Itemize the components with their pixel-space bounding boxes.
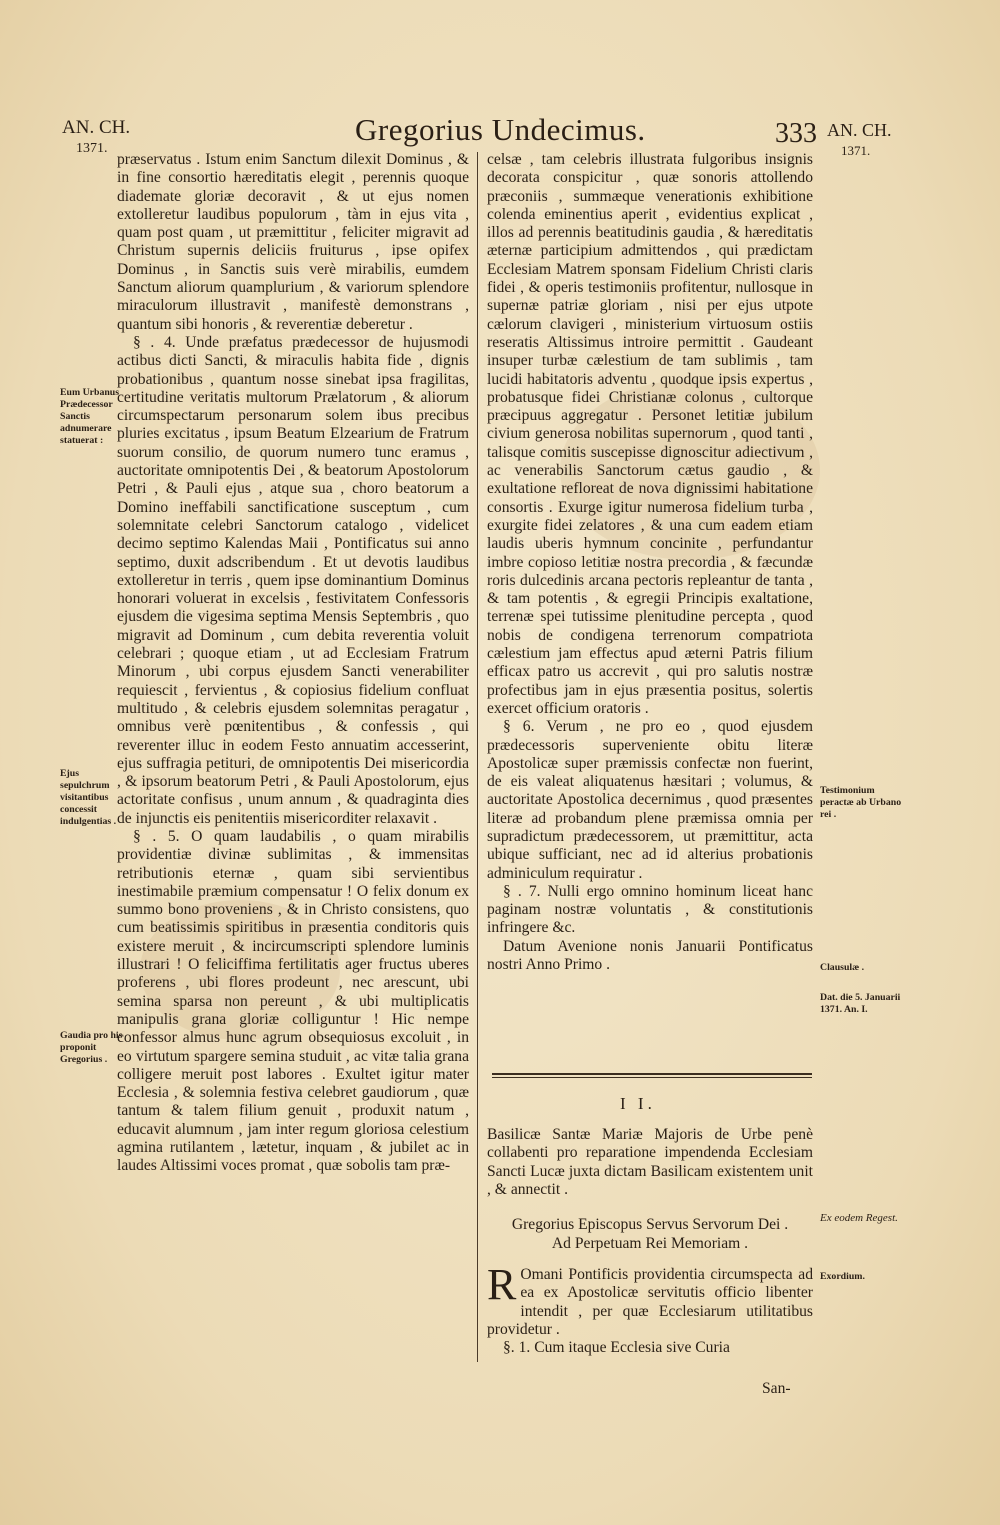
paragraph-section-5: § . 5. O quam laudabilis , o quam mirabilis providentiæ divinæ sublimitas , & immensitas retributionis eternæ , quam sibi servientibus inestimabile præmium compensatur ! O felix donum ex summo bono proveniens , & in Christo consistens, quo cum beatissimis spiritibus in præsentia conditoris quis existere meruit , & incircumscripti splendore luminis illustrari ! O feliciffima fertilitatis ager fructus uberes proferens , ubi flores prodeunt , nec arescunt, ubi semina sparsa non pereunt , & ubi multiplicatis manipulis grana gloriæ colliguntur ! Hic nempe confessor almus hunc agrum obsequiosus excoluit , in eo virtutum spargere semina studuit , ac vitæ talia grana colligere meruit post labores . Exultet igitur mater Ecclesia , & solemnia festiva celebret gaudiorum , quæ tantum & talem filium genuit , produxit natum , educavit alumnum , jam inter regum gloriosa celestium agmina rutilantem , lætetur, inquam , & jubilet ac in laudes Altissimi voces promat , quæ sobolis tam præ- [117, 827, 469, 1175]
exordium-text: Omani Pontificis providentia circumspecta ad ea ex Apostolicæ servitutis officio libenter intendit , per quæ Ecclesiarum utilitatibus providetur . [487, 1266, 813, 1338]
greeting-line: Ad Perpetuam Rei Memoriam . [551, 1235, 749, 1252]
paragraph: celsæ , tam celebris illustrata fulgoribus insignis decorata conspicitur , quæ sonoris attollendo præconiis , summæque venerationis exhibitione colenda eminentius aperit , evidentius explicat , illos ad perennis beatitudinis gaudia , & hæreditatis æternæ participium admittendos , qui prædictam Ecclesiam Matrem sponsam Fidelium Christi claris fidei , & operis testimoniis profitentur, nullosque in supernæ patriæ gloriam , nisi per ejus utpote cælorum clavigeri , ministerium virtuosum ostiis reseratis Altissimus introire permittit . Gaudeant insuper turbæ cælestium de tam sublimis , tam lucidi habitatoris adventu , quodque ipsis expertus , probatusque fidei Christianæ colonus , cultorque præcipuus aggregatur . Personet letitiæ jubilum civium generosa nobilitas supernorum , quod tanti , talisque comitis suscepisse dignoscitur adiectivum , ac venerabilis Sanctorum cætus gaudio , & exultatione refloreat de nova dignissimi habitatione consortis . Exurge igitur numerosa fidelium turba , exurgite fidei zelatores , & una cum eadem etiam laudis uberis hymnum concinite , perfundantur imbre copioso letitiæ nostra precordia , & fæcundæ roris dulcedinis arcana pectoris repleantur de tanta , & tam potentis , & egregii Principis exaltatione, terrenæ spei tutissime plenitudine percepta , quod nobis de condigena terrenorum compatriota cælestium jam effectus apud æterni Patris filium efficax patro us accrevit , qui pro salutis nostræ profectibus jam in ejus præsentia positus, solertis exercet officium oratoris . [487, 151, 813, 717]
anno-label-right: AN. CH. [827, 120, 892, 140]
paragraph-section-7: § . 7. Nulli ergo omnino hominum liceat hanc paginam nostræ voluntatis , & constitutionis infringere &c. [487, 882, 813, 937]
anno-christi-right [827, 120, 892, 161]
margin-note-right: Clausulæ . [820, 962, 865, 973]
margin-note-right: Exordium. [820, 1271, 865, 1282]
exordium-paragraph [487, 1260, 813, 1357]
section-heading [487, 1126, 813, 1199]
margin-note-right: Ex eodem Regest. [820, 1212, 898, 1224]
year-left: 1371. [76, 141, 108, 156]
section-heading-text: Basilicæ Santæ Mariæ Majoris de Urbe penè collabenti pro reparatione impendenda Ecclesiam Sancti Lucæ juxta dictam Basilicam existentem unit , & annectit . [487, 1126, 813, 1198]
margin-note-left: Ejus sepulchrum visitantibus concessit indulgentias . [60, 768, 117, 827]
section-rule-thin [492, 1077, 812, 1078]
margin-note-right: Dat. die 5. Januarii 1371. An. I. [820, 992, 901, 1015]
anno-label-left: AN. CH. [62, 117, 131, 138]
paragraph-section-6: § 6. Verum , ne pro eo , quod ejusdem prædecessoris superveniente obitu literæ Apostolicæ super præmissis confectæ non fuerint, de eis valeat aliquatenus hæsitari ; volumus, & auctoritate Apostolica decernimus , quod præsentes literæ ad probandum plene præmissa omnia per supradictum prædecessorem, ut præmittitur, acta ubique sufficiant, nec ad id alterius probationis adminiculum requiratur . [487, 718, 813, 882]
running-header [0, 112, 1000, 156]
greeting-line: Gregorius Episcopus Servus Servorum Dei . [511, 1216, 789, 1233]
page-title: Gregorius Undecimus. [355, 112, 646, 147]
section-1-start: §. 1. Cum itaque Ecclesia sive Curia [503, 1339, 730, 1357]
paragraph-section-4: § . 4. Unde præfatus prædecessor de hujusmodi actibus dicti Sancti, & miraculis habita fide , dignis probationibus , quantum nosse sinebat ipsa fragilitas, certitudine veritatis multorum Prælatorum , & aliorum circumspectarum personarum solem ibus precibus pluries excitatus , ipsum Beatum Elzearium de Fratrum suorum consilio, de quorum numero tunc eramus , auctoritate omnipotentis Dei , & beatorum Apostolorum Petri , & Pauli ejus , atque sua , choro beatorum a Domino ineffabili sanctificatione susceptum , cum solemnitate celebri Sanctorum catalogo , videlicet decimo septimo Kalendas Maii , Pontificatus sui anno septimo, duxit adscribendum . Et ut devotis laudibus extolleretur in terris , quem ipse dominantium Dominus honorari voluerat in excelsis , festivitatem Confessoris ejusdem die vigesima septima Mensis Septembris , quo migravit ad Dominum , cum debita reverentia voluit celebrari ; quoque etiam , ut ad Ecclesiam Fratrum Minorum , ubi corpus ejusdem Sancti venerabiliter requiescit , fervientus , & copiosius fidelium confluat multitudo , & celebris ejusdem solemnitas peragatur , omnibus verè pœnitentibus , & confessis , qui reverenter illuc in eodem Festo annuatim accesserint, ejus suffragia petituri, de omnipotentis Dei misericordia , & ipsorum beatorum Petri , & Pauli Apostolorum, ejus actoritate confisus , unum annum , & quadraginta dies de injunctis eis penitentiis misericorditer relaxavit . [117, 333, 469, 827]
right-text-column [487, 151, 813, 974]
page-number: 333 [775, 118, 817, 149]
year-right: 1371. [841, 143, 871, 158]
column-divider [477, 152, 478, 1362]
drop-cap: R [487, 1260, 517, 1309]
left-text-column [117, 151, 469, 1176]
section-number: I I. [620, 1094, 656, 1113]
catchword: San- [762, 1380, 791, 1397]
greeting [487, 1215, 813, 1253]
margin-note-right: Testimonium peractæ ab Urbano rei . [820, 785, 902, 820]
margin-note-left: Eum Urbanus Prædecessor Sanctis adnumerare statuerat : [60, 387, 120, 446]
paragraph: præservatus . Istum enim Sanctum dilexit Dominus , & in fine consortio hæreditatis elegit , perennis quoque diademate gloriæ decoravit , & ut ejus nomen extolleretur laudibus populorum , tàm in ejus vita , quam post quam , ut præmittitur , feliciter migravit ad Christum supernis deliciis fruiturus , ipse opifex Dominus , in Sanctis suis verè mirabilis, eumdem Sanctum aliorum quamplurium , & variorum splendore miraculorum illustravit , manifestè demonstrans , quantum sibi honoris , & reverentiæ deberetur . [117, 151, 469, 333]
section-rule [492, 1073, 812, 1075]
dating-clause: Datum Avenione nonis Januarii Pontificatus nostri Anno Primo . [487, 937, 813, 974]
margin-note-left: Gaudia pro his proponit Gregorius . [60, 1030, 123, 1065]
